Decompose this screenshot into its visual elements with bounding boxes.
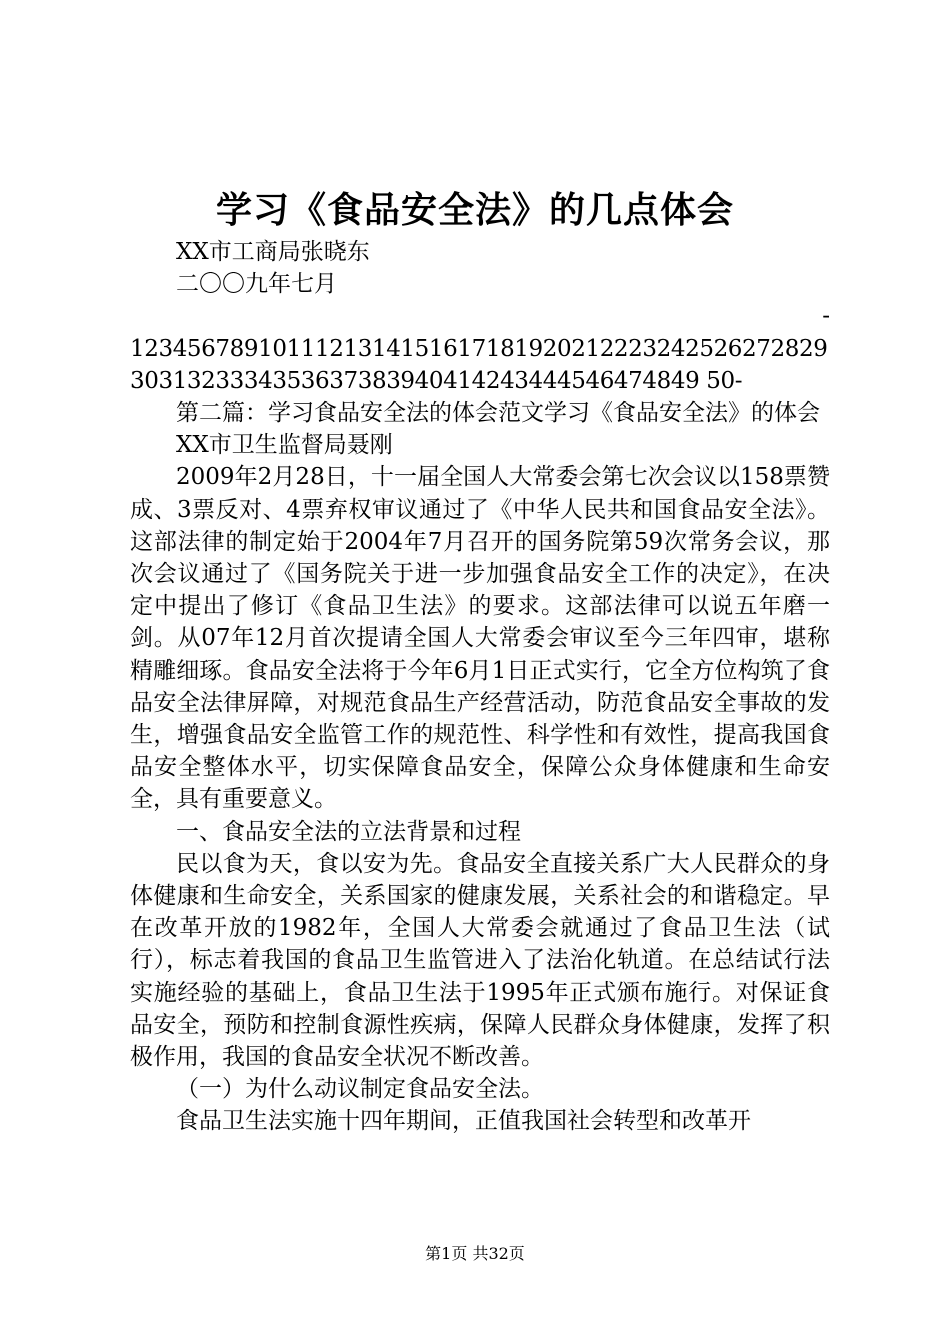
section-author: XX市卫生监督局聂刚 <box>176 432 393 459</box>
body-paragraph: 民以食为天，食以安为先。食品安全直接关系广大人民群众的身体健康和生命安全，关系国家的健康发展，关系社会的和谐稳定。早在改革开放的1982年，全国人大常委会就通过了食品卫生法（试行），标志着我国的食品卫生监管进入了法治化轨道。在总结试行法实施经验的基础上，食品卫生法于1995年正式颁布施行。对保证食品安全，预防和控制食源性疾病，保障人民群众身体健康，发挥了积极作用，我国的食品安全状况不断改善。 <box>130 850 830 1071</box>
subheading: （一）为什么动议制定食品安全法。 <box>176 1076 544 1103</box>
page-footer: 第1页 共32页 <box>425 1244 525 1263</box>
section-heading: 第二篇：学习食品安全法的体会范文学习《食品安全法》的体会 <box>176 400 820 427</box>
body-paragraph: 2009年2月28日，十一届全国人大常委会第七次会议以158票赞成、3票反对、4票弃权审议通过了《中华人民共和国食品安全法》。这部法律的制定始于2004年7月召开的国务院第59次常务会议，那次会议通过了《国务院关于进一步加强食品安全工作的决定》，在决定中提出了修订《食品卫生法》的要求。这部法律可以说五年磨一剑。从07年12月首次提请全国人大常委会审议至今三年四审，堪称精雕细琢。食品安全法将于今年6月1日正式实行，它全方位构筑了食品安全法律屏障，对规范食品生产经营活动，防范食品安全事故的发生，增强食品安全监管工作的规范性、科学性和有效性，提高我国食品安全整体水平，切实保障食品安全，保障公众身体健康和生命安全，具有重要意义。 <box>130 464 830 813</box>
date-line: 二〇〇九年七月 <box>176 271 337 298</box>
body-paragraph: 食品卫生法实施十四年期间，正值我国社会转型和改革开 <box>176 1108 751 1135</box>
author-line: XX市工商局张晓东 <box>176 239 370 265</box>
separator-dash: - <box>822 303 830 330</box>
document-body <box>130 236 830 1138</box>
subheading: 一、食品安全法的立法背景和过程 <box>176 818 521 845</box>
page-number-sequence: 12345678910111213141516171819202122232425262728293031323334353637383940414243444546474849 50- <box>130 335 828 394</box>
document-title: 学习《食品安全法》的几点体会 <box>215 189 734 231</box>
